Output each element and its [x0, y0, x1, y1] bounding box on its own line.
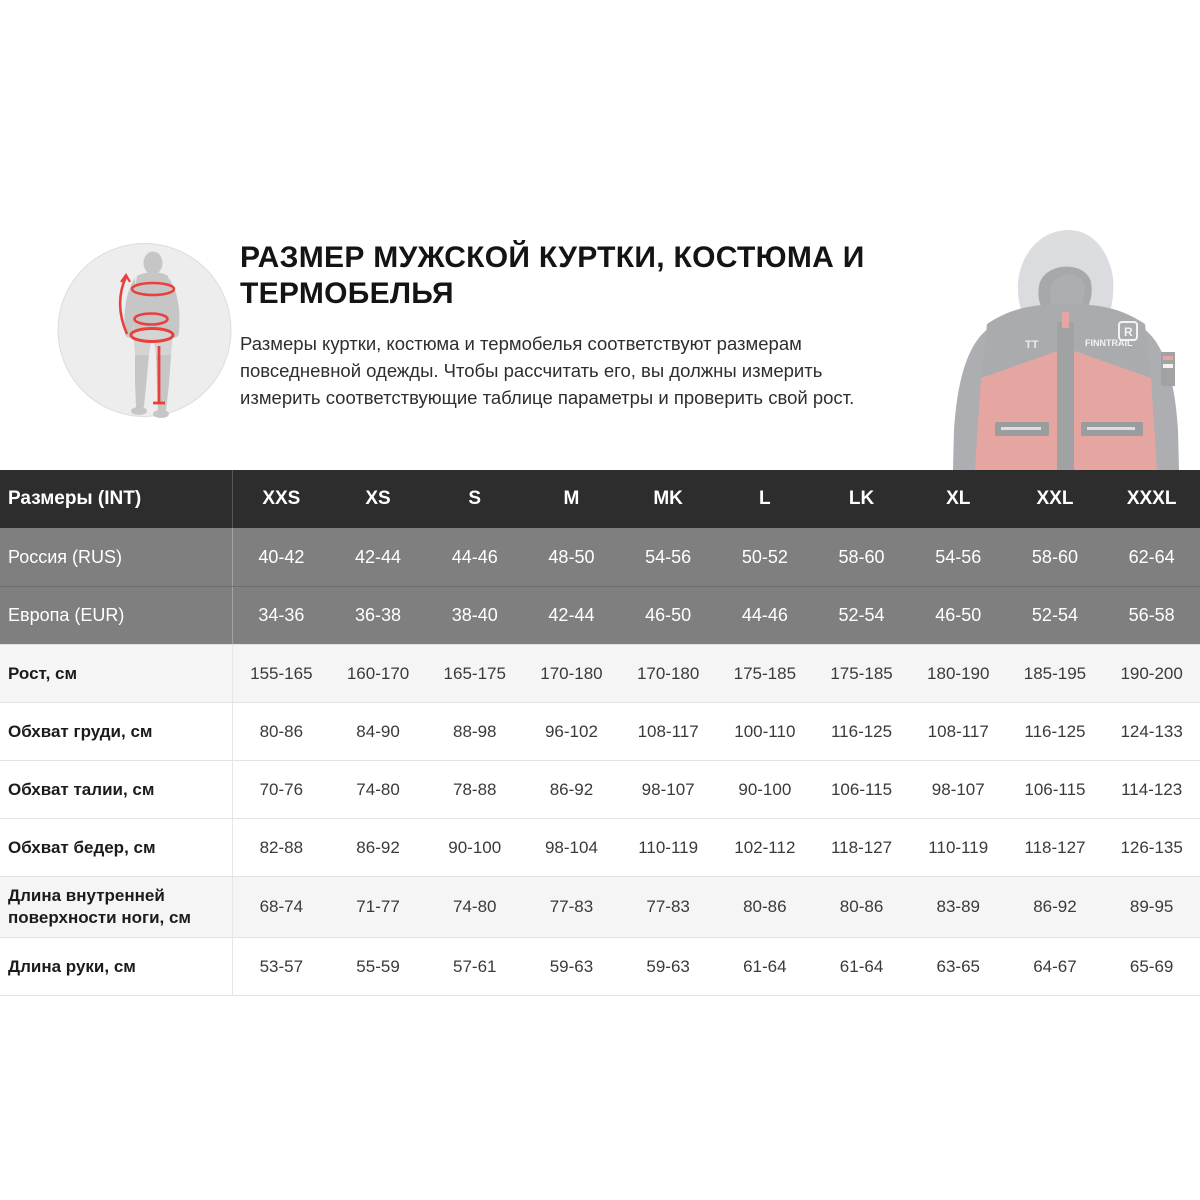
size-value-cell: 77-83: [549, 897, 594, 916]
size-column-header-xxs: XXS: [262, 488, 301, 509]
table-row: [0, 586, 1200, 644]
table-header-row: [0, 470, 1200, 528]
size-value-cell: 86-92: [1033, 897, 1077, 916]
row-label: Длина руки, см: [0, 938, 233, 995]
size-column-header-xxl: XXL: [1036, 488, 1074, 509]
size-value-cell: 110-119: [638, 837, 699, 857]
size-value-cell: 98-107: [641, 779, 695, 799]
size-value-cell: 50-52: [741, 546, 788, 567]
row-label: Обхват талии, см: [0, 761, 233, 818]
size-value-cell: 68-74: [259, 897, 304, 916]
size-column-header-xs: XS: [365, 488, 391, 509]
size-value-cell: 108-117: [927, 721, 989, 741]
size-value-cell: 58-60: [1031, 546, 1078, 567]
size-value-cell: 34-36: [258, 605, 305, 625]
size-value-cell: 58-60: [838, 546, 885, 567]
size-value-cell: 82-88: [259, 837, 304, 857]
size-value-cell: 190-200: [1120, 663, 1183, 683]
size-value-cell: 160-170: [346, 663, 410, 683]
jacket-image: [933, 224, 1200, 470]
size-value-cell: 100-110: [734, 721, 796, 741]
row-label: Обхват груди, см: [0, 703, 233, 760]
size-value-cell: 98-104: [544, 837, 598, 857]
intro-text-block: [240, 240, 940, 411]
table-row: [0, 937, 1200, 995]
size-value-cell: 175-185: [830, 663, 893, 683]
size-column-header-xl: XL: [946, 488, 971, 509]
size-value-cell: 80-86: [259, 721, 304, 741]
size-value-cell: 63-65: [936, 956, 980, 976]
size-column-header-m: M: [563, 488, 580, 509]
size-value-cell: 42-44: [548, 605, 595, 625]
size-value-cell: 88-98: [453, 721, 497, 741]
size-value-cell: 90-100: [738, 779, 792, 799]
table-row: [0, 876, 1200, 937]
size-column-header-mk: MK: [653, 488, 683, 509]
size-value-cell: 126-135: [1120, 837, 1183, 857]
row-label: Рост, см: [0, 645, 233, 702]
size-value-cell: 59-63: [646, 956, 690, 976]
size-value-cell: 36-38: [355, 605, 402, 625]
size-value-cell: 86-92: [549, 779, 594, 799]
size-value-cell: 96-102: [544, 721, 598, 741]
size-value-cell: 106-115: [830, 779, 893, 799]
size-value-cell: 118-127: [830, 837, 893, 857]
size-column-header-s: S: [468, 488, 482, 509]
table-row: [0, 818, 1200, 876]
size-value-cell: 52-54: [838, 605, 885, 625]
size-column-header-xxxl: XXXL: [1126, 488, 1177, 509]
size-value-cell: 89-95: [1129, 897, 1174, 916]
jacket-zipper: [1057, 322, 1074, 470]
row-label: Обхват бедер, см: [0, 819, 233, 876]
size-value-cell: 90-100: [448, 837, 502, 857]
size-value-cell: 54-56: [645, 546, 692, 567]
size-value-cell: 54-56: [935, 546, 982, 567]
table-row: [0, 528, 1200, 586]
size-value-cell: 59-63: [549, 956, 594, 976]
size-value-cell: 56-58: [1128, 605, 1175, 625]
size-value-cell: 71-77: [356, 897, 400, 916]
size-value-cell: 52-54: [1031, 605, 1078, 625]
size-value-cell: 42-44: [355, 546, 402, 567]
size-value-cell: 124-133: [1120, 721, 1183, 741]
size-value-cell: 98-107: [931, 779, 985, 799]
size-value-cell: 102-112: [734, 837, 796, 857]
size-value-cell: 80-86: [743, 897, 787, 916]
size-value-cell: 53-57: [259, 956, 304, 976]
intro-section: [0, 0, 1200, 470]
table-row: [0, 644, 1200, 702]
size-value-cell: 74-80: [356, 779, 400, 799]
size-value-cell: 165-175: [443, 663, 506, 683]
size-value-cell: 84-90: [356, 721, 400, 741]
size-value-cell: 170-180: [540, 663, 603, 683]
size-value-cell: 46-50: [935, 605, 982, 625]
size-column-header-lk: LK: [848, 488, 875, 509]
size-table: [0, 470, 1200, 996]
size-value-cell: 106-115: [1024, 779, 1086, 799]
page-title: РАЗМЕР МУЖСКОЙ КУРТКИ, КОСТЮМА И ТЕРМОБЕЛЬЯ: [240, 241, 865, 310]
size-value-cell: 74-80: [453, 897, 497, 916]
body-measurement-icon: [57, 242, 232, 418]
row-label: Европа (EUR): [0, 587, 233, 644]
size-value-cell: 114-123: [1121, 779, 1183, 799]
size-value-cell: 170-180: [636, 663, 700, 683]
size-value-cell: 110-119: [928, 837, 989, 857]
size-value-cell: 78-88: [453, 779, 497, 799]
size-value-cell: 185-195: [1023, 663, 1087, 683]
page-description: Размеры куртки, костюма и термобелья соответствуют размерам повседневной одежды. Чтобы рассчитать его, вы должны измерить измерить соответствующие таблице параметры и проверить свой рост.: [240, 333, 855, 408]
row-label: Длина внутренней поверхности ноги, см: [0, 877, 233, 937]
size-value-cell: 70-76: [259, 779, 304, 799]
corner-label: Размеры (INT): [0, 470, 233, 528]
size-value-cell: 44-46: [741, 605, 788, 625]
size-value-cell: 61-64: [743, 956, 787, 976]
size-value-cell: 118-127: [1024, 837, 1086, 857]
table-row: [0, 702, 1200, 760]
size-value-cell: 86-92: [356, 837, 400, 857]
size-value-cell: 61-64: [839, 956, 884, 976]
size-value-cell: 155-165: [250, 663, 313, 683]
table-row: [0, 760, 1200, 818]
jacket-brand-text: FINNTRAIL: [1085, 338, 1133, 348]
row-label: Россия (RUS): [0, 528, 233, 586]
size-value-cell: 80-86: [839, 897, 884, 916]
size-value-cell: 48-50: [548, 546, 595, 567]
jacket-tt-mark: TT: [1025, 339, 1039, 351]
size-value-cell: 108-117: [637, 721, 699, 741]
size-column-header-l: L: [759, 488, 771, 509]
size-value-cell: 116-125: [830, 721, 893, 741]
size-value-cell: 38-40: [451, 605, 498, 625]
size-value-cell: 55-59: [356, 956, 400, 976]
size-value-cell: 116-125: [1024, 721, 1086, 741]
size-value-cell: 83-89: [936, 897, 980, 916]
size-value-cell: 64-67: [1033, 956, 1077, 976]
size-value-cell: 65-69: [1129, 956, 1174, 976]
size-value-cell: 62-64: [1128, 546, 1175, 567]
size-value-cell: 40-42: [258, 546, 305, 567]
size-value-cell: 77-83: [646, 897, 690, 916]
size-value-cell: 175-185: [733, 663, 797, 683]
size-value-cell: 180-190: [927, 663, 990, 683]
jacket-logo-r: R: [1124, 325, 1133, 339]
body-measurement-svg: [57, 242, 232, 418]
size-value-cell: 44-46: [451, 546, 498, 567]
jacket-svg: [933, 224, 1200, 470]
size-value-cell: 57-61: [453, 956, 497, 976]
size-value-cell: 46-50: [645, 605, 692, 625]
